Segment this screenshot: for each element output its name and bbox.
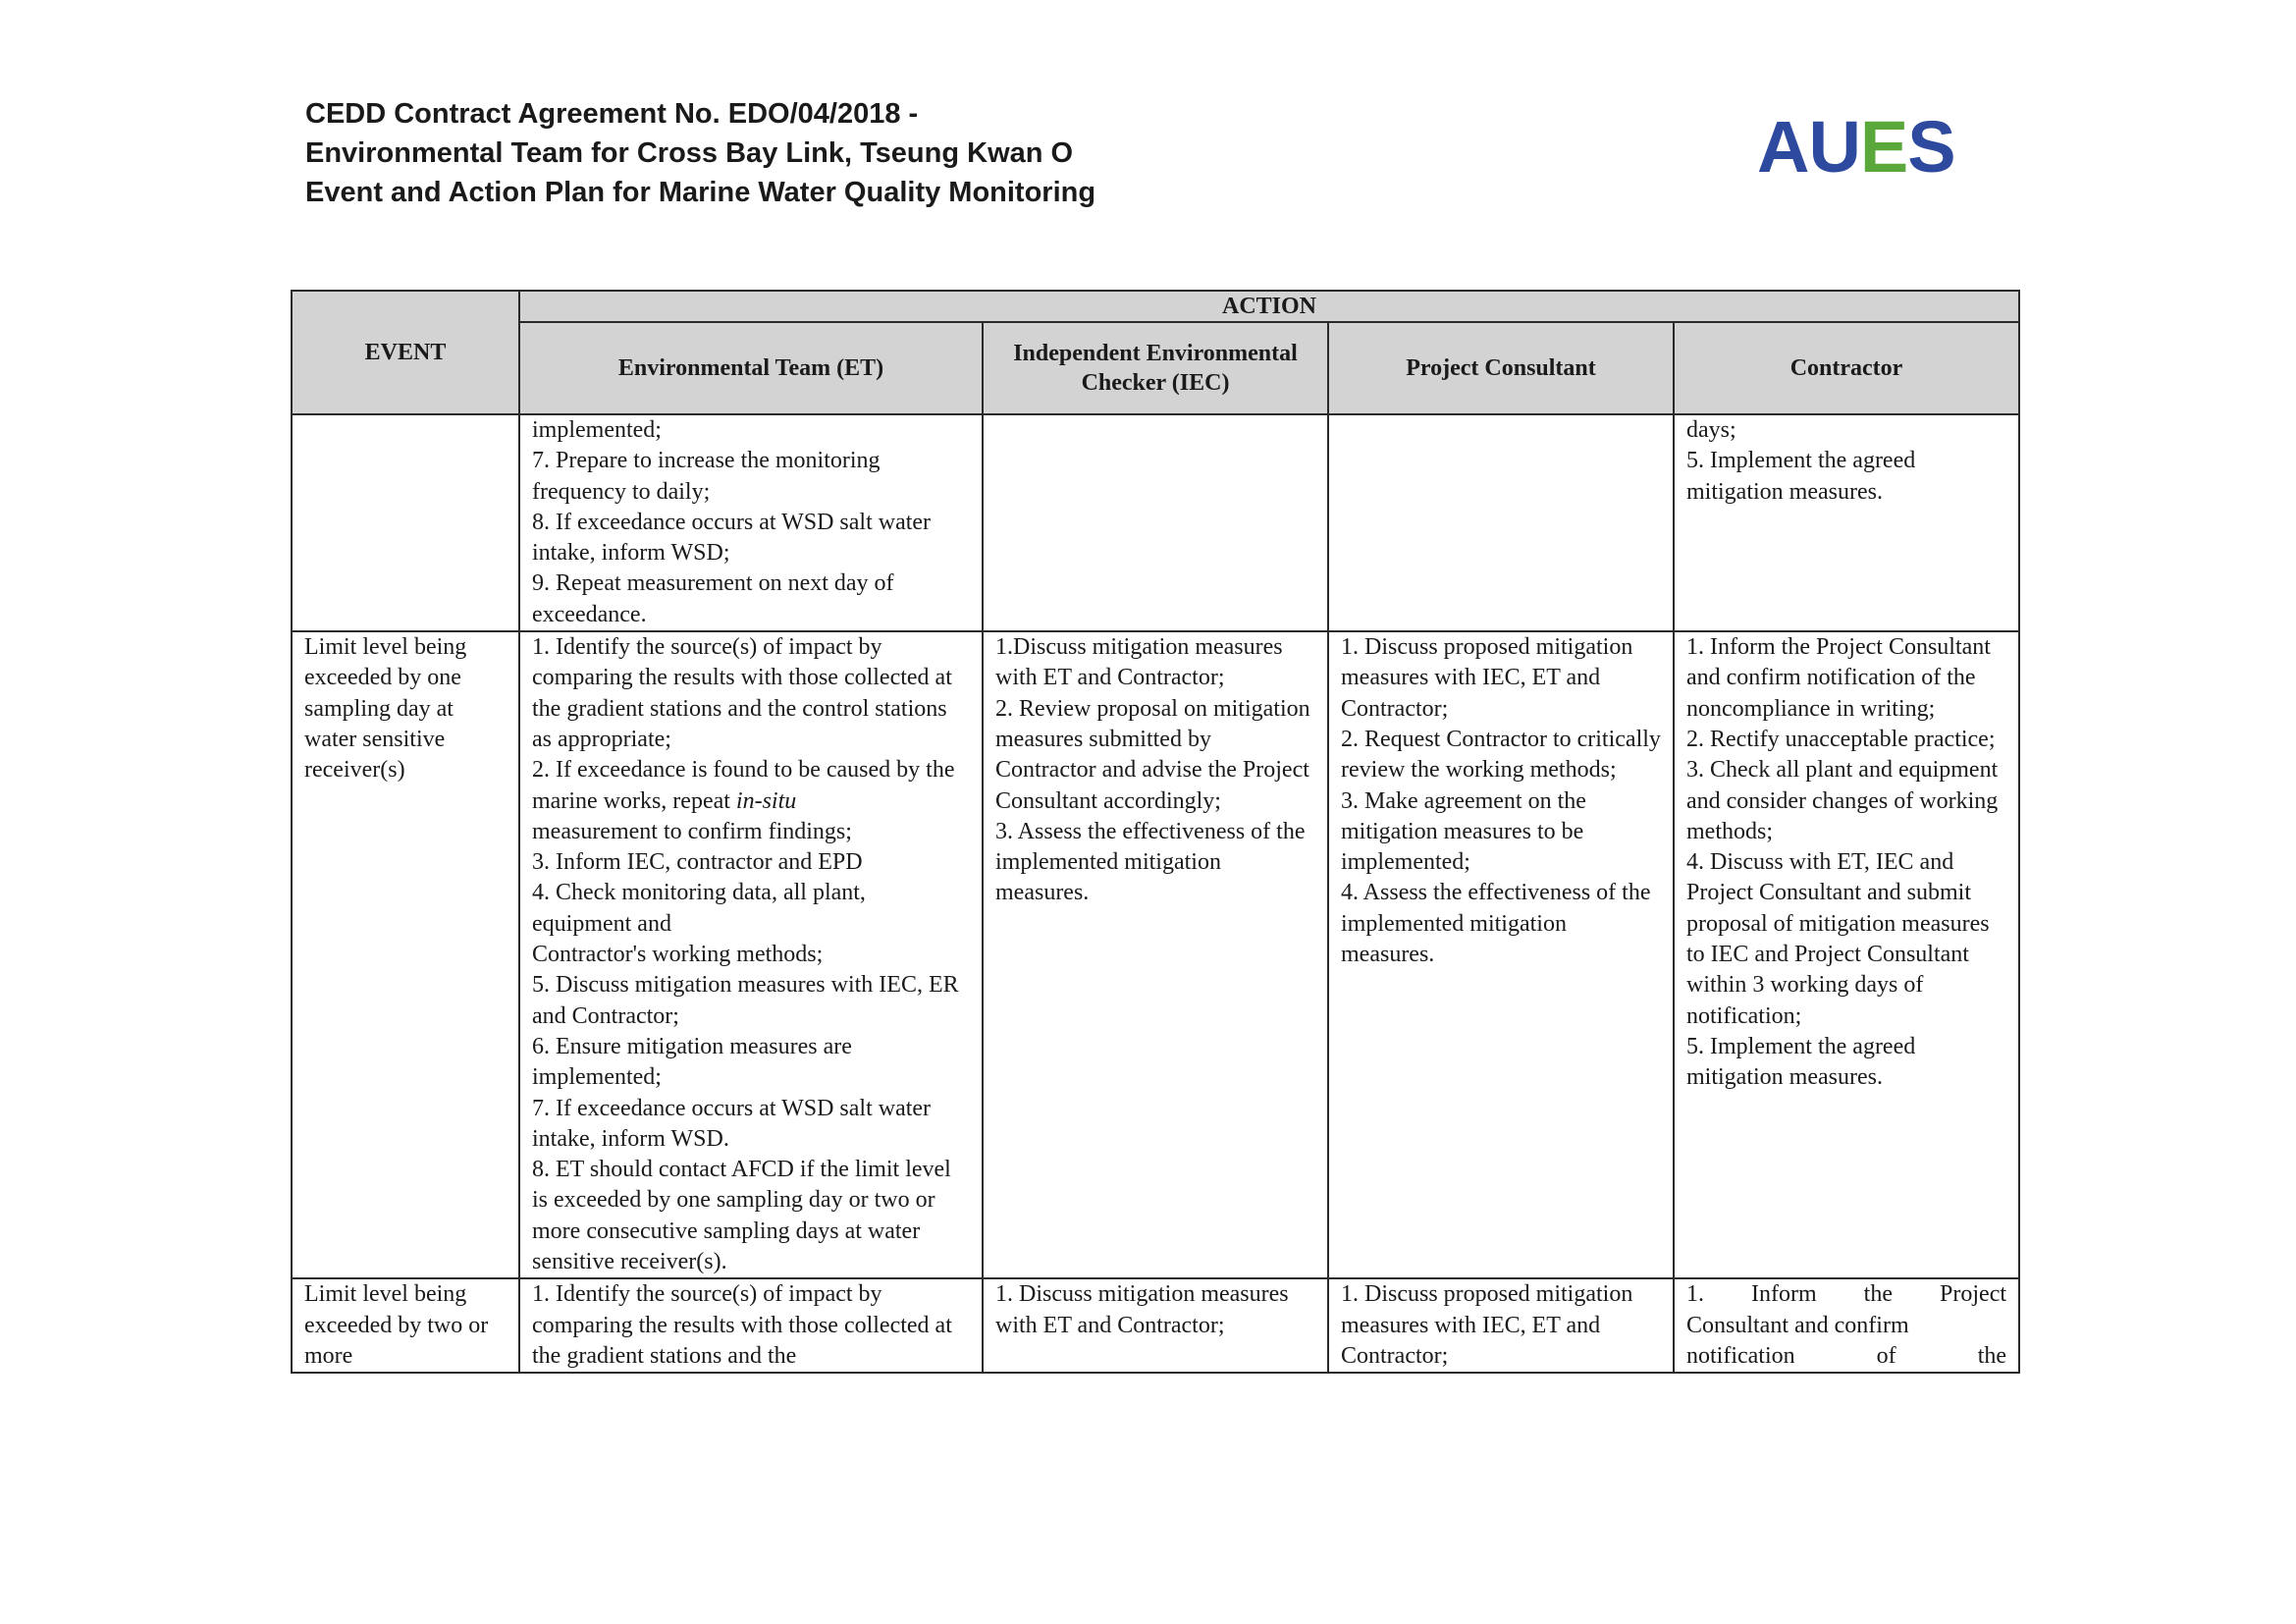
iec-cell: 1.Discuss mitigation measures with ET and Contractor; 2. Review proposal on mitigation measures submitted by Contractor and advise the Project Consultant accordingly; 3. Assess the effectiveness of the implemented mitigation measures.: [983, 631, 1328, 1278]
iec-cell: [983, 414, 1328, 631]
pc-cell: 1. Discuss proposed mitigation measures with IEC, ET and Contractor;: [1328, 1278, 1674, 1373]
header-event: EVENT: [292, 291, 519, 414]
table-row: [292, 414, 2019, 631]
header-action: ACTION: [519, 291, 2019, 322]
document-title: [305, 94, 1095, 212]
pc-cell: [1328, 414, 1674, 631]
event-cell: [292, 414, 519, 631]
title-line-2: Environmental Team for Cross Bay Link, Tseung Kwan O: [305, 137, 1074, 169]
contractor-cell: 1. Inform the Project Consultant and confirm notification of the noncompliance in writing; 2. Rectify unacceptable practice; 3. Check all plant and equipment and consider changes of working methods; 4. Discuss with ET, IEC and Project Consultant and submit proposal of mitigation measures to IEC and Project Consultant within 3 working days of notification; 5. Implement the agreed mitigation measures.: [1674, 631, 2019, 1278]
contractor-cell: 1. Inform the Project Consultant and confirm notification of the: [1674, 1278, 2019, 1373]
event-cell: Limit level being exceeded by two or more: [292, 1278, 519, 1373]
event-cell: Limit level being exceeded by one sampling day at water sensitive receiver(s): [292, 631, 519, 1278]
header-project-consultant: Project Consultant: [1328, 322, 1674, 414]
title-line-3: Event and Action Plan for Marine Water Quality Monitoring: [305, 177, 1096, 208]
et-cell: implemented; 7. Prepare to increase the monitoring frequency to daily; 8. If exceedance occurs at WSD salt water intake, inform WSD; 9. Repeat measurement on next day of exceedance.: [519, 414, 983, 631]
et-cell: 1. Identify the source(s) of impact by comparing the results with those collected at the gradient stations and the: [519, 1278, 983, 1373]
iec-cell: 1. Discuss mitigation measures with ET and Contractor;: [983, 1278, 1328, 1373]
contractor-cell: days; 5. Implement the agreed mitigation measures.: [1674, 414, 2019, 631]
event-action-plan-table: [291, 290, 2020, 1374]
title-line-1: CEDD Contract Agreement No. EDO/04/2018 -: [305, 98, 919, 130]
header-iec: Independent Environmental Checker (IEC): [983, 322, 1328, 414]
table-row: [292, 631, 2019, 1278]
header-et: Environmental Team (ET): [519, 322, 983, 414]
table-row: [292, 1278, 2019, 1373]
et-cell: 1. Identify the source(s) of impact by comparing the results with those collected at the gradient stations and the control stations as appropriate; 2. If exceedance is found to be caused by the marine works, repeat in-situ measurement to confirm findings; 3. Inform IEC, contractor and EPD 4. Check monitoring data, all plant, equipment and Contractor's working methods; 5. Discuss mitigation measures with IEC, ER and Contractor; 6. Ensure mitigation measures are implemented; 7. If exceedance occurs at WSD salt water intake, inform WSD. 8. ET should contact AFCD if the limit level is exceeded by one sampling day or two or more consecutive sampling days at water sensitive receiver(s).: [519, 631, 983, 1278]
header-contractor: Contractor: [1674, 322, 2019, 414]
pc-cell: 1. Discuss proposed mitigation measures with IEC, ET and Contractor; 2. Request Contractor to critically review the working methods; 3. Make agreement on the mitigation measures to be implemented; 4. Assess the effectiveness of the implemented mitigation measures.: [1328, 631, 1674, 1278]
aues-logo: AUES: [1757, 106, 1955, 188]
